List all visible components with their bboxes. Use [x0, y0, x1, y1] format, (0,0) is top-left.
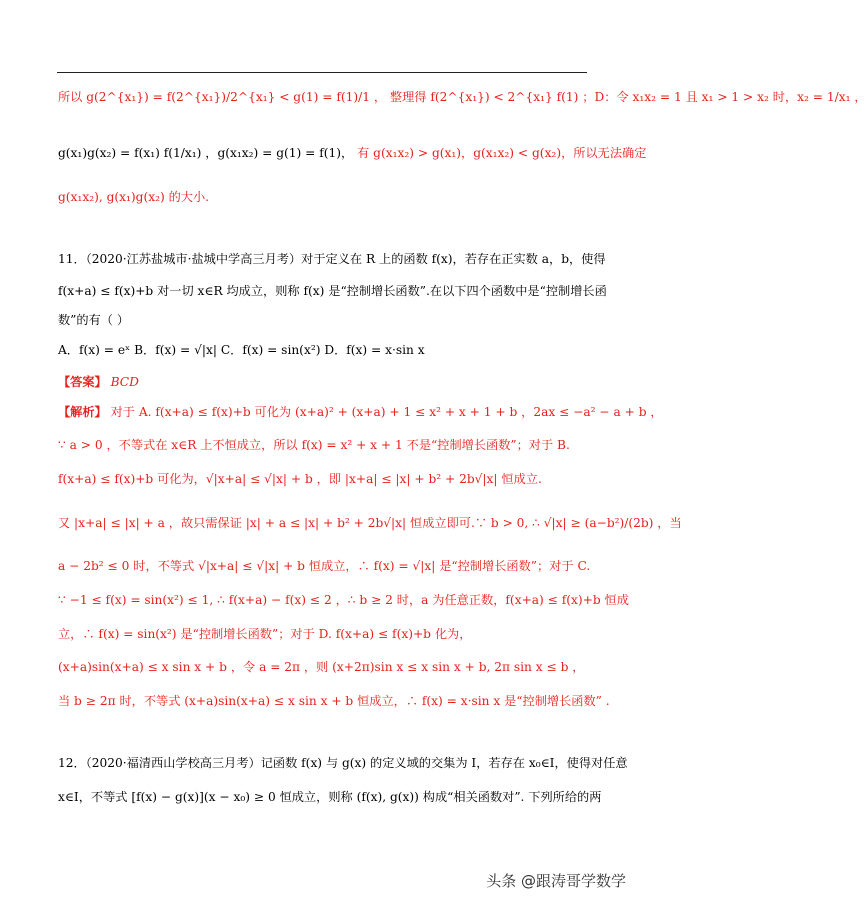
- solution-line-1: [58, 88, 867, 106]
- analysis-text: (x+a)sin(x+a) ≤ x sin x + b ，令 a = 2π ，则 (x+2π)sin x ≤ x sin x + b, 2π sin x ≤ b ，: [58, 660, 585, 674]
- analysis-line-3: [58, 470, 598, 488]
- solution-line-3: [58, 188, 598, 206]
- watermark-text: 头条 @跟涛哥学数学: [486, 872, 626, 890]
- answer-value: BCD: [110, 375, 139, 389]
- analysis-line-4: [58, 514, 682, 532]
- solution-line-2: [58, 144, 647, 162]
- analysis-line-1: [58, 403, 663, 421]
- analysis-text: 立，∴ f(x) = sin(x²) 是“控制增长函数”；对于 D. f(x+a) ≤ f(x)+b 化为，: [58, 627, 472, 641]
- question-12-stem: [58, 754, 628, 772]
- analysis-line-9: [58, 692, 610, 710]
- question-11-stem-3: [58, 311, 598, 329]
- answer-label: 【答案】: [58, 375, 107, 389]
- header-rule: [57, 72, 587, 73]
- analysis-line-6: [58, 591, 629, 609]
- analysis-label: 【解析】: [58, 405, 107, 419]
- formula-text: g(x₁)g(x₂) = f(x₁) f(1/x₁) ，g(x₁x₂) = g(1) = f(1)，: [58, 146, 354, 160]
- question-text: x∈I，不等式 [f(x) − g(x)](x − x₀) ≥ 0 恒成立，则称 (f(x), g(x)) 构成“相关函数对”. 下列所给的两: [58, 790, 602, 804]
- question-text: 数”的有（ ）: [58, 313, 130, 327]
- analysis-text: f(x+a) ≤ f(x)+b 可化为，√|x+a| ≤ √|x| + b ，即 |x+a| ≤ |x| + b² + 2b√|x| 恒成立.: [58, 472, 542, 486]
- analysis-text: 对于 A. f(x+a) ≤ f(x)+b 可化为 (x+a)² + (x+a) + 1 ≤ x² + x + 1 + b ，2ax ≤ −a² − a + b ，: [110, 405, 663, 419]
- options-text: A．f(x) = eˣ B．f(x) = √|x| C．f(x) = sin(x²) D．f(x) = x·sin x: [58, 343, 425, 357]
- conclusion-text: g(x₁x₂), g(x₁)g(x₂) 的大小.: [58, 190, 210, 204]
- question-text: 12．（2020·福清西山学校高三月考）记函数 f(x) 与 g(x) 的定义域的交集为 I，若存在 x₀∈I，使得对任意: [58, 756, 628, 770]
- answer-line: [58, 373, 598, 391]
- analysis-text: a − 2b² ≤ 0 时，不等式 √|x+a| ≤ √|x| + b 恒成立，∴ f(x) = √|x| 是“控制增长函数”；对于 C.: [58, 559, 591, 573]
- analysis-line-5: [58, 557, 598, 575]
- analysis-text: 又 |x+a| ≤ |x| + a ，故只需保证 |x| + a ≤ |x| + b² + 2b√|x| 恒成立即可.∵ b > 0, ∴ √|x| ≥ (a−b²)/(2b) ，当: [58, 516, 682, 530]
- solution-text: 所以 g(2^{x₁}) = f(2^{x₁})/2^{x₁} < g(1) = f(1)/1 ，: [58, 90, 387, 104]
- analysis-text: ∵ −1 ≤ f(x) = sin(x²) ≤ 1, ∴ f(x+a) − f(x) ≤ 2 ，∴ b ≥ 2 时，a 为任意正数，f(x+a) ≤ f(x)+b 恒成: [58, 593, 629, 607]
- question-text: f(x+a) ≤ f(x)+b 对一切 x∈R 均成立，则称 f(x) 是“控制增长函数”.在以下四个函数中是“控制增长函: [58, 284, 607, 298]
- question-11-stem: [58, 250, 606, 268]
- solution-text: 整理得 f(2^{x₁}) < 2^{x₁} f(1) ；D：令 x₁x₂ = 1 且 x₁ > 1 > x₂ 时，x₂ = 1/x₁ ，: [389, 90, 867, 104]
- question-text: 11．（2020·江苏盐城市·盐城中学高三月考）对于定义在 R 上的函数 f(x)，若存在正实数 a，b，使得: [58, 252, 606, 266]
- question-11-options: [58, 341, 598, 359]
- analysis-text: 当 b ≥ 2π 时，不等式 (x+a)sin(x+a) ≤ x sin x + b 恒成立，∴ f(x) = x·sin x 是“控制增长函数” .: [58, 694, 610, 708]
- conclusion-text: 有 g(x₁x₂) > g(x₁)，g(x₁x₂) < g(x₂)，所以无法确定: [357, 146, 647, 160]
- analysis-line-7: [58, 625, 598, 643]
- question-12-stem-2: [58, 788, 602, 806]
- question-11-stem-2: [58, 282, 607, 300]
- analysis-text: ∵ a > 0 ，不等式在 x∈R 上不恒成立，所以 f(x) = x² + x + 1 不是“控制增长函数”；对于 B.: [58, 438, 570, 452]
- watermark: [486, 870, 626, 891]
- analysis-line-8: [58, 658, 598, 676]
- analysis-line-2: [58, 436, 598, 454]
